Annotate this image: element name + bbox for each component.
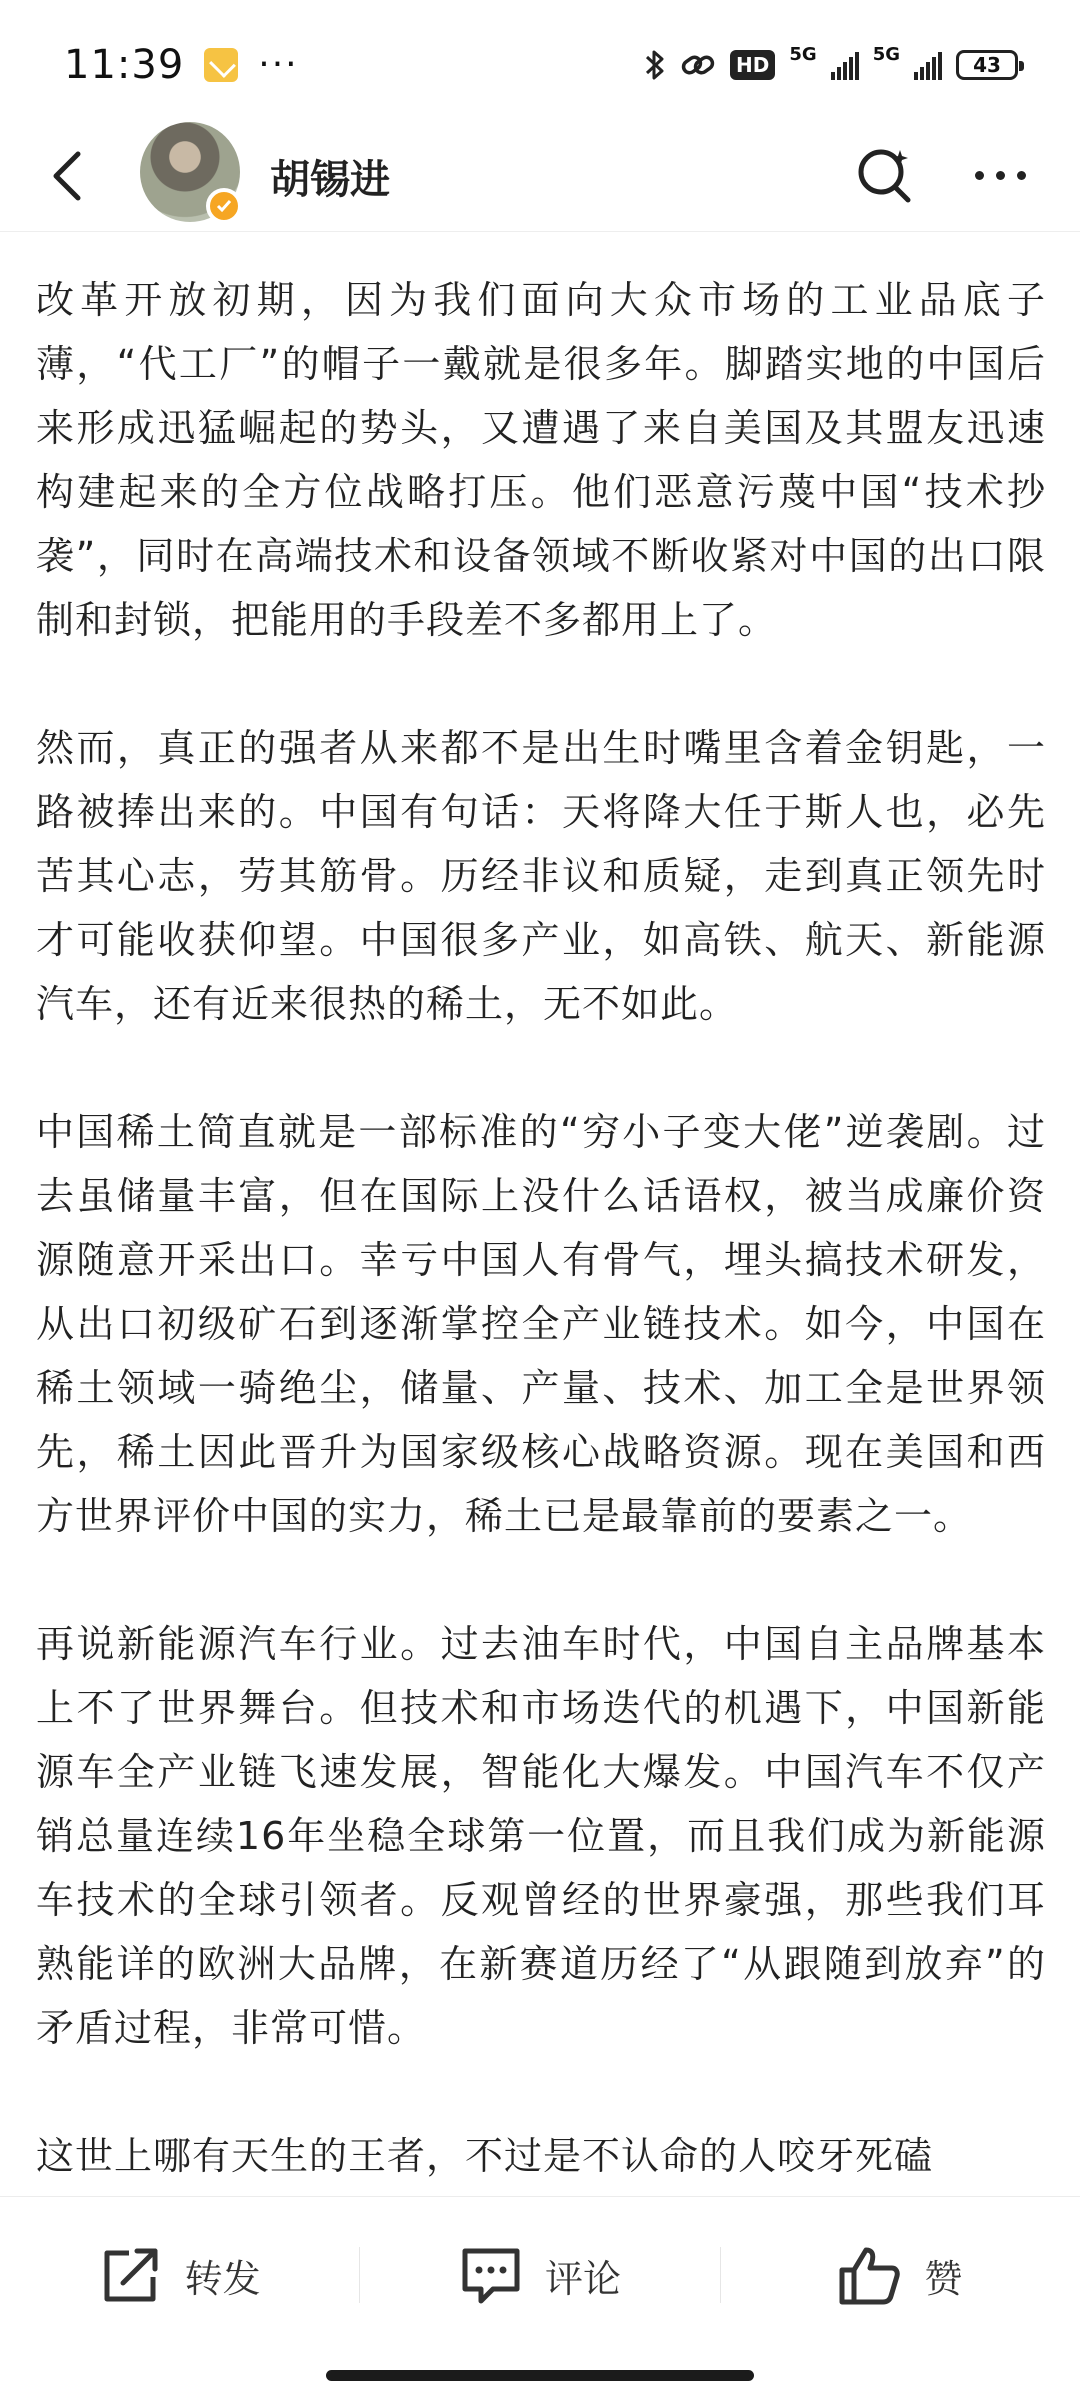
status-left bbox=[64, 42, 299, 88]
repost-label: 转发 bbox=[184, 2256, 261, 2301]
post-header bbox=[0, 120, 1080, 232]
post-paragraph: 再说新能源汽车行业。过去油车时代，中国自主品牌基本上不了世界舞台。但技术和市场迭代的机遇下，中国新能源车全产业链飞速发展，智能化大爆发。中国汽车不仅产销总量连续16年坐稳全球第一位置，而且我们成为新能源车技术的全球引领者。反观曾经的世界豪强，那些我们耳熟能详的欧洲大品牌，在新赛道历经了“从跟随到放弃”的矛盾过程，非常可惜。 bbox=[36, 1622, 1046, 2050]
avatar[interactable] bbox=[140, 122, 240, 222]
chevron-left-icon bbox=[48, 148, 88, 204]
post-paragraph: 然而，真正的强者从来都不是出生时嘴里含着金钥匙，一路被捧出来的。中国有句话：天将降大任于斯人也，必先苦其心志，劳其筋骨。历经非议和质疑，走到真正领先时才可能收获仰望。中国很多产业，如高铁、航天、新能源汽车，还有近来很热的稀土，无不如此。 bbox=[36, 726, 1046, 1026]
comment-label: 评论 bbox=[544, 2256, 621, 2301]
bottom-action-bar bbox=[0, 2196, 1080, 2353]
status-right bbox=[644, 44, 1018, 83]
status-time: 11:39 bbox=[64, 42, 185, 88]
more-dot-icon bbox=[1017, 171, 1026, 180]
thumbs-up-icon bbox=[838, 2244, 902, 2306]
more-dot-icon bbox=[996, 171, 1005, 180]
post-content bbox=[36, 268, 1046, 2196]
comment-icon bbox=[459, 2245, 523, 2305]
post-paragraph: 中国稀土简直就是一部标准的“穷小子变大佬”逆袭剧。过去虽储量丰富，但在国际上没什么话语权，被当成廉价资源随意开采出口。幸亏中国人有骨气，埋头搞技术研发，从出口初级矿石到逐渐掌控全产业链技术。如今，中国在稀土领域一骑绝尘，储量、产量、技术、加工全是世界领先，稀土因此晋升为国家级核心战略资源。现在美国和西方世界评价中国的实力，稀土已是最靠前的要素之一。 bbox=[36, 1110, 1046, 1538]
more-dot-icon bbox=[975, 171, 984, 180]
hd-voice-badge: HD bbox=[730, 50, 775, 80]
link-icon bbox=[680, 47, 716, 83]
signal-icon-2 bbox=[914, 50, 942, 80]
author-name[interactable]: 胡锡进 bbox=[270, 157, 390, 203]
more-notifications-icon: ··· bbox=[258, 44, 299, 85]
post-paragraph: 这世上哪有天生的王者，不过是不认命的人咬牙死磕 bbox=[36, 2134, 934, 2178]
home-indicator[interactable] bbox=[326, 2370, 754, 2381]
like-label: 赞 bbox=[924, 2256, 963, 2301]
network-type-1: 5G bbox=[789, 44, 817, 65]
share-icon bbox=[99, 2245, 163, 2305]
comment-button[interactable] bbox=[360, 2197, 719, 2353]
post-paragraph: 改革开放初期，因为我们面向大众市场的工业品底子薄，“代工厂”的帽子一戴就是很多年。脚踏实地的中国后来形成迅猛崛起的势头，又遭遇了来自美国及其盟友迅速构建起来的全方位战略打压。他们恶意污蔑中国“技术抄袭”，同时在高端技术和设备领域不断收紧对中国的出口限制和封锁，把能用的手段差不多都用上了。 bbox=[36, 278, 1046, 642]
more-options-button[interactable] bbox=[965, 140, 1035, 210]
network-type-2: 5G bbox=[872, 44, 900, 65]
bluetooth-icon bbox=[644, 47, 666, 83]
repost-button[interactable] bbox=[0, 2197, 359, 2353]
back-button[interactable] bbox=[36, 144, 100, 208]
status-bar bbox=[0, 0, 1080, 130]
search-icon bbox=[854, 144, 916, 206]
notes-app-icon bbox=[204, 48, 238, 82]
search-button[interactable] bbox=[850, 140, 920, 210]
like-button[interactable] bbox=[721, 2197, 1080, 2353]
verified-badge-icon bbox=[206, 188, 242, 224]
battery-icon: 43 bbox=[956, 50, 1018, 80]
signal-icon-1 bbox=[831, 50, 859, 80]
